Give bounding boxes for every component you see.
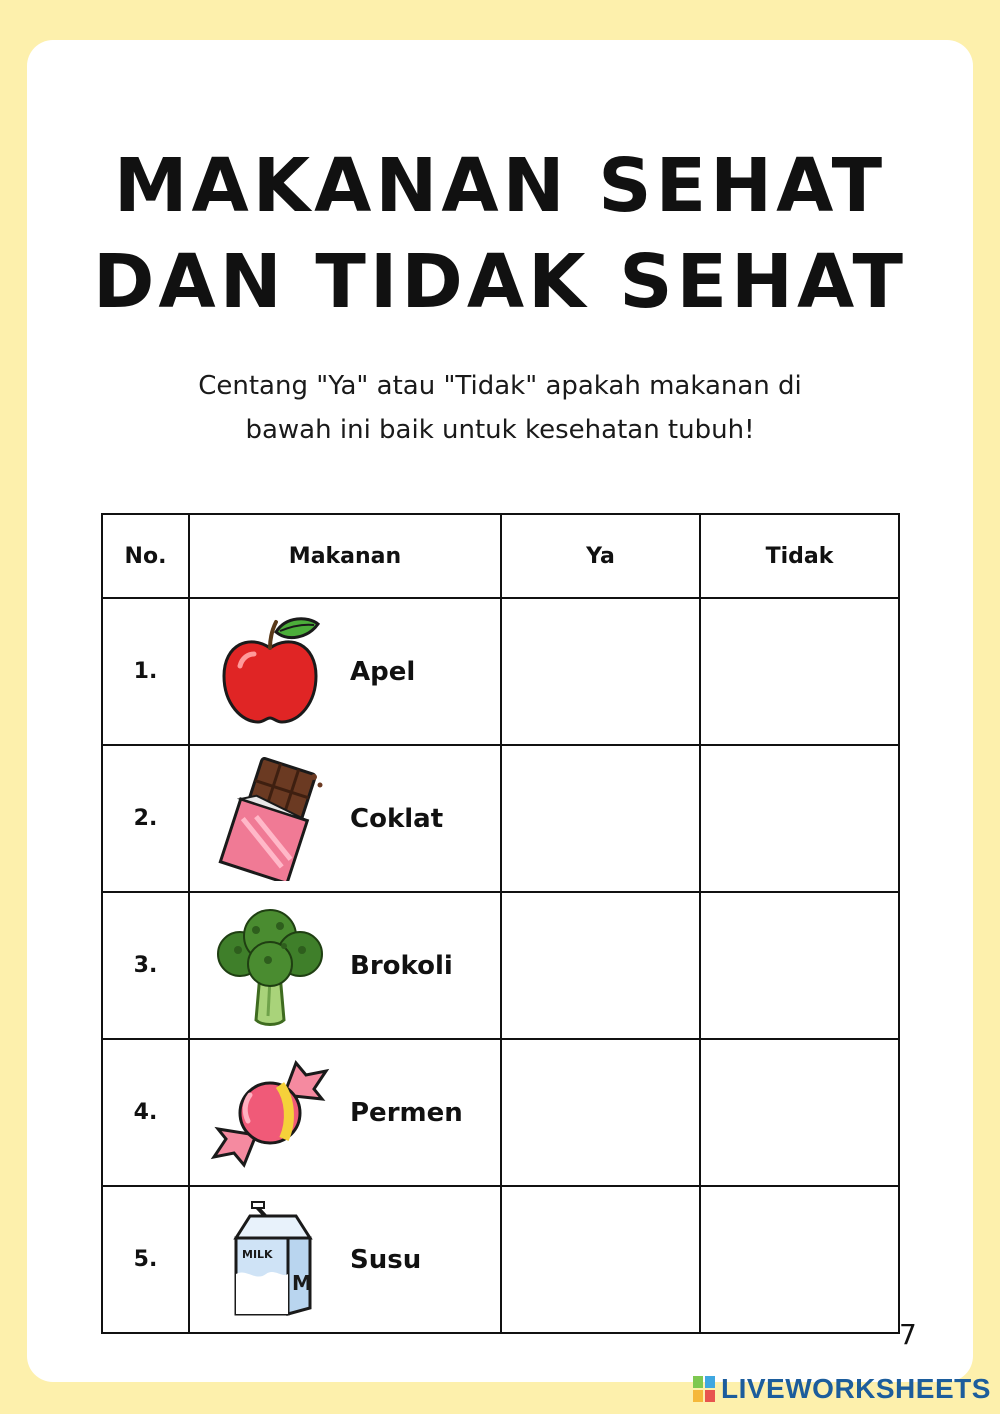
- row-number: 1.: [102, 598, 189, 745]
- no-checkbox-cell[interactable]: [700, 598, 899, 745]
- header-food: Makanan: [189, 514, 501, 598]
- row-number: 3.: [102, 892, 189, 1039]
- title-line-2: DAN TIDAK SEHAT: [93, 239, 907, 325]
- food-cell: [189, 1186, 501, 1333]
- table-row: [102, 745, 899, 892]
- brand-name: LIVEWORKSHEETS: [721, 1373, 991, 1404]
- food-cell: [189, 1039, 501, 1186]
- header-yes: Ya: [501, 514, 700, 598]
- instructions: [0, 364, 1000, 452]
- milk-carton-icon: [210, 1198, 330, 1322]
- row-number: 5.: [102, 1186, 189, 1333]
- instructions-line-1: Centang "Ya" atau "Tidak" apakah makanan di: [198, 371, 802, 401]
- candy-icon: [210, 1051, 330, 1175]
- food-label: Permen: [350, 1097, 463, 1128]
- food-cell: [189, 598, 501, 745]
- apple-icon: [210, 610, 330, 734]
- yes-checkbox-cell[interactable]: [501, 745, 700, 892]
- table-row: [102, 892, 899, 1039]
- yes-checkbox-cell[interactable]: [501, 598, 700, 745]
- svg-text:MILK: MILK: [242, 1247, 273, 1261]
- page-number: 7: [899, 1318, 917, 1351]
- table-row: [102, 1039, 899, 1186]
- instructions-line-2: bawah ini baik untuk kesehatan tubuh!: [245, 415, 755, 445]
- svg-text:M: M: [292, 1270, 312, 1295]
- no-checkbox-cell[interactable]: [700, 745, 899, 892]
- food-label: Apel: [350, 656, 416, 687]
- chocolate-bar-icon: [210, 757, 330, 881]
- row-number: 4.: [102, 1039, 189, 1186]
- worksheet-title: [0, 138, 1000, 330]
- title-line-1: MAKANAN SEHAT: [113, 143, 887, 229]
- food-table: [101, 513, 900, 1334]
- yes-checkbox-cell[interactable]: [501, 1039, 700, 1186]
- table-header-row: [102, 514, 899, 598]
- yes-checkbox-cell[interactable]: [501, 1186, 700, 1333]
- yes-checkbox-cell[interactable]: [501, 892, 700, 1039]
- food-label: Coklat: [350, 803, 444, 834]
- food-cell: [189, 745, 501, 892]
- food-cell: [189, 892, 501, 1039]
- no-checkbox-cell[interactable]: [700, 892, 899, 1039]
- food-label: Susu: [350, 1244, 422, 1275]
- table-row: [102, 1186, 899, 1333]
- food-label: Brokoli: [350, 950, 453, 981]
- header-no: No.: [102, 514, 189, 598]
- no-checkbox-cell[interactable]: [700, 1039, 899, 1186]
- row-number: 2.: [102, 745, 189, 892]
- no-checkbox-cell[interactable]: [700, 1186, 899, 1333]
- liveworksheets-logo: [693, 1372, 991, 1406]
- header-no-col: Tidak: [700, 514, 899, 598]
- broccoli-icon: [210, 904, 330, 1028]
- table-row: [102, 598, 899, 745]
- liveworksheets-badge-icon: [693, 1376, 715, 1402]
